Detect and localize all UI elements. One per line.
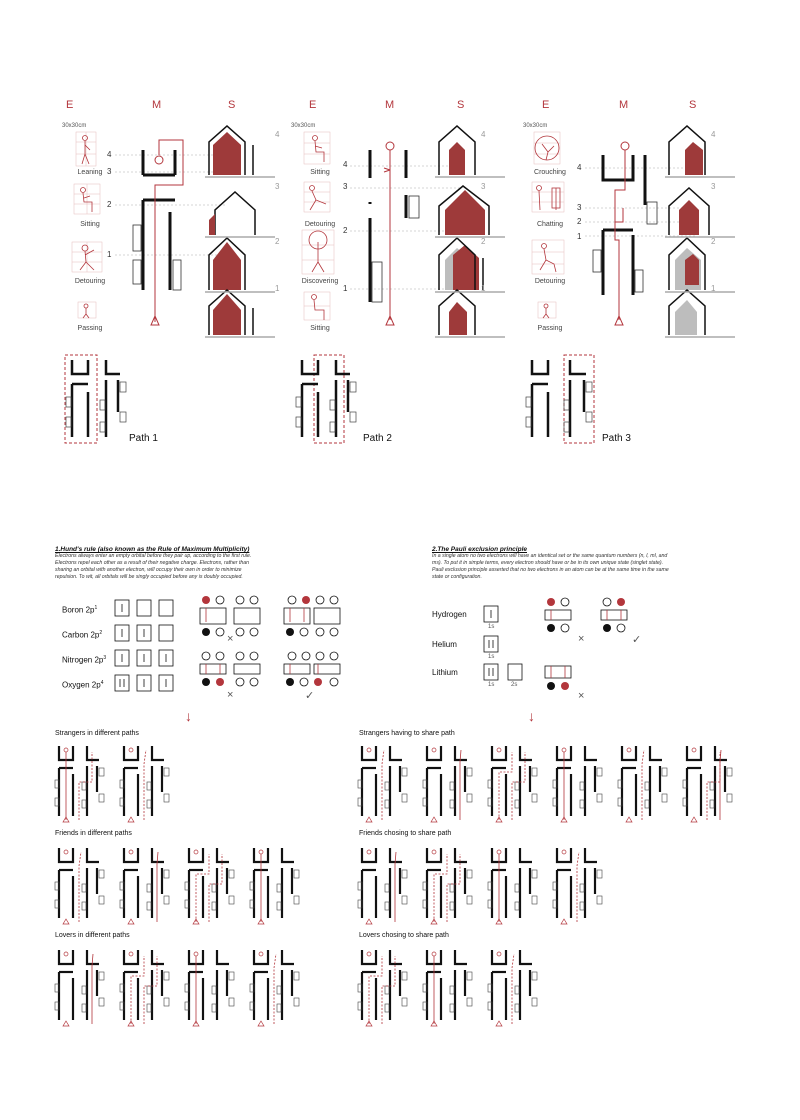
plan-thumbnail [120, 848, 169, 924]
cross-mark: × [227, 633, 234, 645]
level-number: 1 [343, 284, 348, 293]
section-number: 2 [481, 237, 486, 246]
plan-thumbnail [488, 950, 537, 1026]
pauli-body-line: Pauli exclusion principle asserted that no two electrons in an atom can be at the same time in the same [432, 567, 669, 573]
posture-label: Detouring [74, 278, 106, 285]
plan-thumbnail [683, 746, 732, 822]
orbital-label: 1s [488, 654, 495, 660]
plan-thumbnail [120, 746, 169, 822]
hund-body-line: Electrons always enter an empty orbital before they pair up, according to the first rule. [55, 553, 252, 559]
scale-label-3: 30x30cm [523, 123, 548, 129]
plan-thumbnail [185, 848, 234, 924]
posture-label: Sitting [310, 325, 330, 332]
header-m-1: M [152, 99, 162, 111]
plan-thumbnail [553, 746, 602, 822]
header-s-2: S [457, 99, 465, 111]
level-number: 4 [107, 150, 112, 159]
level-number: 3 [343, 182, 348, 191]
scale-label-1: 30x30cm [62, 123, 87, 129]
plan-thumbnail [553, 848, 602, 924]
plan-thumbnail [488, 746, 537, 822]
section-number: 3 [481, 182, 486, 191]
posture-label: Detouring [304, 221, 336, 228]
pauli-title: 2.The Pauli exclusion principle [432, 546, 527, 553]
level-number: 3 [577, 203, 582, 212]
pauli-body-line: state or configuration. [432, 574, 482, 580]
header-m-2: M [385, 99, 395, 111]
path-label: Path 2 [363, 433, 392, 444]
header-s-1: S [228, 99, 236, 111]
category-label: Lovers chosing to share path [359, 932, 449, 939]
plan-thumbnail [358, 950, 407, 1026]
posture-label: Passing [537, 325, 563, 332]
hund-body-line: repulsion. To wit, all orbitals will be singly occupied before any is doubly occupied. [55, 574, 243, 580]
scale-label-2: 30x30cm [291, 123, 316, 129]
section-number: 1 [275, 284, 280, 293]
pauli-body-line: In a single atom no two electrons will have an identical set or the same quantum numbers (n, l, ml, and [432, 553, 668, 559]
posture-label: Crouching [534, 169, 566, 176]
element-label: Nitrogen $2p^3$ [62, 655, 107, 665]
posture-label: Discovering [301, 278, 339, 285]
path-label: Path 1 [129, 433, 158, 444]
category-label: Friends in different paths [55, 830, 132, 837]
element-label: Carbon $2p^2$ [62, 630, 103, 640]
hund-title: 1.Hund's rule (also known as the Rule of Maximum Multiplicity) [55, 546, 250, 553]
section-number: 3 [711, 182, 716, 191]
level-number: 3 [107, 167, 112, 176]
level-number: 4 [577, 163, 582, 172]
orbital-label: 1s [488, 624, 495, 630]
pauli-body-line: ms). To put it in simple terms, every electron should have or be in its own unique state (singlet state). [432, 560, 664, 566]
plan-thumbnail [358, 848, 407, 924]
posture-label: Leaning [77, 169, 103, 176]
level-number: 1 [577, 232, 582, 241]
header-e-2: E [309, 99, 317, 111]
level-number: 4 [343, 160, 348, 169]
element-label: Helium [432, 640, 457, 649]
plan-thumbnail [250, 950, 299, 1026]
check-mark: ✓ [305, 690, 315, 702]
section-number: 4 [481, 130, 486, 139]
check-mark: ✓ [632, 634, 642, 646]
category-label: Strangers having to share path [359, 730, 455, 737]
down-arrow-icon: ↓ [528, 708, 535, 724]
section-number: 1 [711, 284, 716, 293]
category-label: Friends chosing to share path [359, 830, 452, 837]
plan-thumbnail [185, 950, 234, 1026]
category-label: Lovers in different paths [55, 932, 130, 939]
cross-mark: × [227, 689, 234, 701]
header-s-3: S [689, 99, 697, 111]
posture-label: Detouring [534, 278, 566, 285]
header-e-1: E [66, 99, 74, 111]
orbital-label: 1s [488, 682, 495, 688]
header-e-3: E [542, 99, 550, 111]
plan-thumbnail [250, 848, 299, 924]
section-number: 2 [275, 237, 280, 246]
plan-thumbnail [55, 848, 104, 924]
path-label: Path 3 [602, 433, 631, 444]
category-label: Strangers in different paths [55, 730, 139, 737]
plan-thumbnail [618, 746, 667, 822]
hund-body-line: sharing an orbital with another electron, will occupy their own in order to minimize [55, 567, 242, 573]
plan-thumbnail [358, 746, 407, 822]
level-number: 1 [107, 250, 112, 259]
cross-mark: × [578, 633, 585, 645]
section-number: 3 [275, 182, 280, 191]
plan-thumbnail [488, 848, 537, 924]
section-number: 2 [711, 237, 716, 246]
element-label: Oxygen $2p^4$ [62, 680, 104, 690]
plan-thumbnail [423, 950, 472, 1026]
posture-label: Chatting [536, 221, 564, 228]
level-number: 2 [107, 200, 112, 209]
cross-mark: × [578, 690, 585, 702]
plan-thumbnail [423, 848, 472, 924]
plan-thumbnail [55, 950, 104, 1026]
element-label: Boron $2p^1$ [62, 605, 98, 615]
element-label: Lithium [432, 668, 458, 677]
posture-label: Passing [77, 325, 103, 332]
posture-label: Sitting [310, 169, 330, 176]
plan-thumbnail [423, 746, 472, 822]
section-number: 4 [711, 130, 716, 139]
level-number: 2 [577, 217, 582, 226]
down-arrow-icon: ↓ [185, 708, 192, 724]
section-number: 1 [481, 284, 486, 293]
header-m-3: M [619, 99, 629, 111]
element-label: Hydrogen [432, 610, 467, 619]
orbital-label: 2s [511, 682, 518, 688]
section-number: 4 [275, 130, 280, 139]
posture-label: Sitting [80, 221, 100, 228]
hund-body-line: Electrons repel each other as a result of their negative charge. Electrons, rather than [55, 560, 250, 566]
level-number: 2 [343, 226, 348, 235]
plan-thumbnail [55, 746, 104, 822]
plan-thumbnail [120, 950, 169, 1026]
